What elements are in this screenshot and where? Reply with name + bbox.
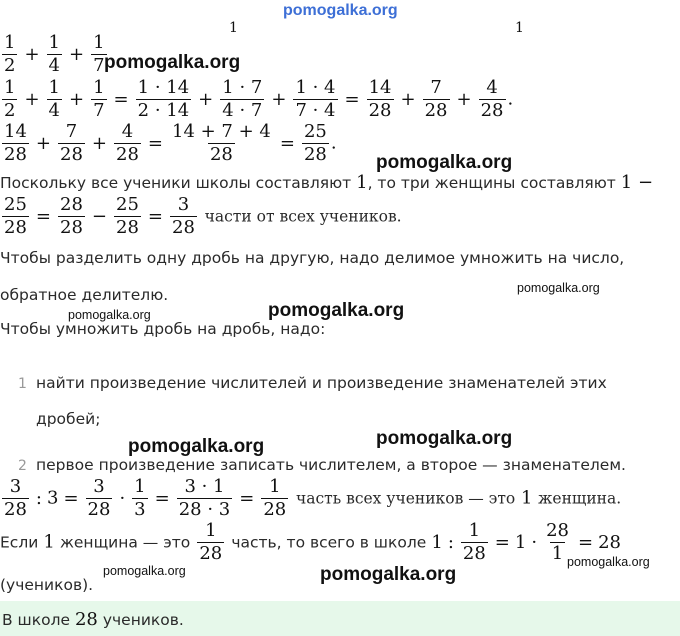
division-rule-line-1: Чтобы разделить одну дробь на другую, надо делимое умножить на число, bbox=[0, 249, 625, 267]
division-rule-line-2: обратное делителю. bbox=[0, 286, 169, 304]
students-paren: (учеников). bbox=[0, 576, 94, 594]
watermark: pomogalka.org bbox=[320, 564, 457, 585]
answer-box bbox=[0, 601, 680, 636]
math-line-3: $\frac{14}{28}$ + $\frac{7}{28}$ + $\frac{4}{28}$ = $\frac{14 + 7 + 4}{28}$ = $\frac{25}{28}$ . bbox=[4, 121, 337, 165]
list-item-text: найти произведение числителей и произведение знаменателей этих bbox=[36, 374, 607, 392]
math-line-5: $\frac{25}{28}$ = $\frac{28}{28}$ − $\frac{25}{28}$ = $\frac{3}{28}$ части от всех учеников. bbox=[4, 194, 402, 238]
watermark: pomogalka.org bbox=[567, 555, 650, 569]
watermark: pomogalka.org bbox=[376, 152, 513, 173]
watermark: pomogalka.org bbox=[376, 428, 513, 449]
math-line-2: $\frac{1}{2}$ + $\frac{1}{4}$ + $\frac{1}{7}$ = $\frac{1 \cdot 14}{2 \cdot 14}$ + $\frac{1 \cdot 7}{4 \cdot 7}$ + $\frac{1 \cdot 4}{7 \cdot 4}$ = $\frac{14}{28}$ + $\frac{7}{28}$ + $\frac{4}{28}$ . bbox=[4, 77, 514, 121]
stray-digit: 1 bbox=[515, 20, 524, 36]
math-line-1: $\frac{1}{2}$ + $\frac{1}{4}$ + $\frac{1}{7}$ bbox=[4, 32, 105, 76]
top-watermark: pomogalka.org bbox=[283, 2, 398, 19]
watermark: pomogalka.org bbox=[104, 52, 241, 73]
watermark: pomogalka.org bbox=[68, 308, 151, 322]
watermark: pomogalka.org bbox=[103, 564, 186, 578]
math-line-calc: $\frac{3}{28}$ : 3 = $\frac{3}{28}$ · $\frac{1}{3}$ = $\frac{3 \cdot 1}{28 \cdot 3}$ = $\frac{1}{28}$ часть всех учеников — это 1 женщина. bbox=[4, 476, 622, 520]
answer-text: В школе 28 учеников. bbox=[2, 609, 184, 630]
watermark: pomogalka.org bbox=[268, 300, 405, 321]
list-item-text: дробей; bbox=[36, 410, 101, 428]
list-item-number: 2 bbox=[18, 458, 27, 474]
watermark: pomogalka.org bbox=[128, 436, 265, 457]
paragraph-whole: Поскольку все ученики школы составляют 1, то три женщины составляют 1 − bbox=[0, 172, 654, 193]
stray-digit: 1 bbox=[229, 20, 238, 36]
fraction: $\frac{1}{7}$ bbox=[93, 32, 105, 76]
math-line-school: Если 1 женщина — это $\frac{1}{28}$ часть, то всего в школе 1 : $\frac{1}{28}$ = 1 · $\frac{28}{1}$ = 28 bbox=[0, 520, 621, 564]
watermark: pomogalka.org bbox=[517, 281, 600, 295]
multiply-rule: Чтобы умножить дробь на дробь, надо: bbox=[0, 320, 326, 338]
list-item-text: первое произведение записать числителем, а второе — знаменателем. bbox=[36, 456, 626, 474]
fraction: $\frac{1}{2}$ bbox=[4, 32, 16, 76]
list-item-number: 1 bbox=[18, 376, 27, 392]
fraction: $\frac{1}{4}$ bbox=[48, 32, 60, 76]
